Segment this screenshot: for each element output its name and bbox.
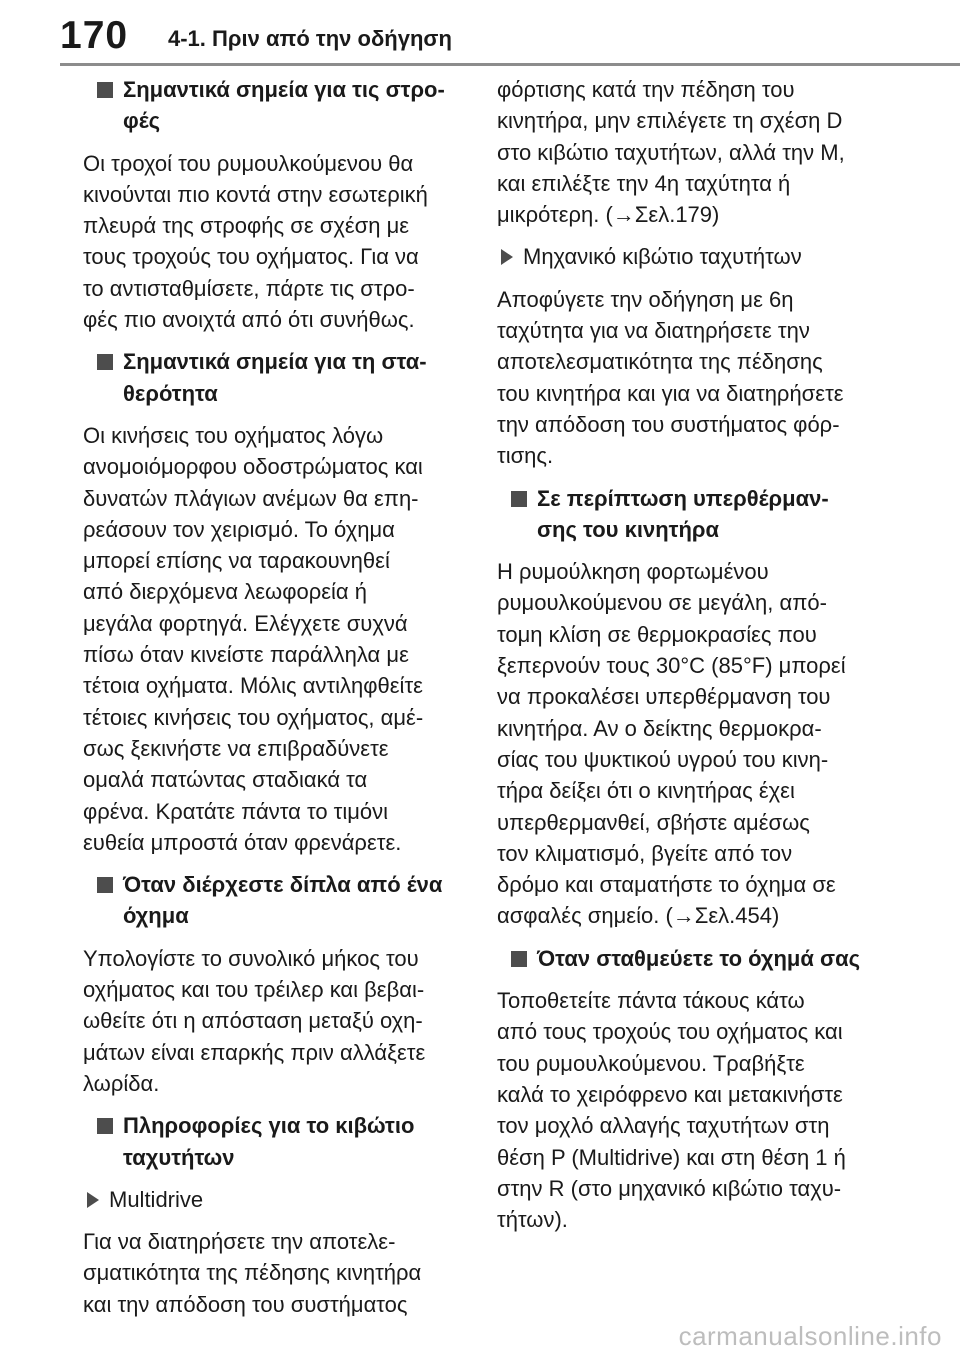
text-line: μάτων είναι επαρκής πριν αλλάξετε — [83, 1039, 426, 1065]
text-line: σίας του ψυκτικού υγρού του κινη- — [497, 746, 829, 772]
text-line: υπερθερμανθεί, σβήστε αμέσως — [497, 809, 810, 835]
heading-line: θερότητα — [123, 380, 218, 406]
square-bullet-icon — [97, 877, 113, 893]
heading-line: ταχυτήτων — [123, 1144, 235, 1170]
paragraph-parking — [497, 985, 873, 1235]
text-line: τήρα δείξει ότι ο κινητήρας έχει — [497, 778, 795, 804]
paragraph-overheating — [497, 556, 873, 932]
text-line: του κινητήρα και για να διατηρήσετε — [497, 380, 844, 406]
text-line: τους τροχούς του οχήματος. Για να — [83, 244, 419, 270]
text-line: τισης. — [497, 443, 554, 469]
section-heading-overheating — [497, 483, 873, 546]
text-line: ασφαλές σημείο. (→Σελ.454) — [497, 903, 780, 929]
text-line: μπορεί επίσης να ταρακουνηθεί — [83, 548, 390, 574]
text-line: από τους τροχούς του οχήματος και — [497, 1019, 843, 1045]
text-line: Η ρυμούλκηση φορτωμένου — [497, 559, 769, 585]
text-line: φές πιο ανοιχτά από ότι συνήθως. — [83, 307, 415, 333]
text-line: και την απόδοση του συστήματος — [83, 1291, 408, 1317]
chapter-title: 4-1. Πριν από την οδήγηση — [168, 26, 452, 51]
text-line: ρυμουλκούμενου σε μεγάλη, από- — [497, 590, 827, 616]
heading-line: Σε περίπτωση υπερθέρμαν- — [537, 485, 829, 511]
page-number: 170 — [60, 14, 129, 57]
paragraph-turns — [83, 148, 459, 336]
text-line: του ρυμουλκούμενου. Τραβήξτε — [497, 1050, 805, 1076]
right-column — [497, 74, 873, 1246]
text-line: από διερχόμενα λεωφορεία ή — [83, 579, 367, 605]
text-line: πίσω όταν κινείστε παράλληλα με — [83, 642, 409, 668]
text-line: δρόμο και σταματήστε το όχημα σε — [497, 872, 836, 898]
sub-heading-label: Μηχανικό κιβώτιο ταχυτήτων — [523, 244, 802, 270]
heading-line: Πληροφορίες για το κιβώτιο — [123, 1113, 415, 1139]
text-line: θέση P (Multidrive) και στη θέση 1 ή — [497, 1144, 846, 1170]
text-line: τον κλιματισμό, βγείτε από τον — [497, 840, 793, 866]
heading-line: Όταν διέρχεστε δίπλα από ένα — [123, 872, 443, 898]
text-line: ωθείτε ότι η απόσταση μεταξύ οχη- — [83, 1008, 423, 1034]
heading-line: Όταν σταθμεύετε το όχημά σας — [537, 945, 861, 971]
sub-heading-label: Multidrive — [109, 1186, 204, 1212]
triangle-bullet-icon — [87, 1192, 99, 1208]
text-line: στην R (στο μηχανικό κιβώτιο ταχυ- — [497, 1175, 842, 1201]
section-heading-stability — [83, 346, 459, 409]
text-line: Για να διατηρήσετε την αποτελε- — [83, 1229, 396, 1255]
text-line: Υπολογίστε το συνολικό μήκος του — [83, 945, 419, 971]
sub-heading-manual — [497, 241, 873, 272]
heading-line: φές — [123, 108, 161, 134]
sub-heading-multidrive — [83, 1184, 459, 1215]
page-header — [0, 0, 960, 62]
heading-line: σης του κινητήρα — [537, 516, 720, 542]
text-line: να προκαλέσει υπερθέρμανση του — [497, 684, 831, 710]
paragraph-multidrive — [83, 1226, 459, 1320]
paragraph-manual — [497, 284, 873, 472]
heading-line: όχημα — [123, 903, 189, 929]
text-line: τον μοχλό αλλαγής ταχυτήτων στη — [497, 1113, 830, 1139]
square-bullet-icon — [511, 951, 527, 967]
text-line: ταχύτητα για να διατηρήσετε την — [497, 318, 810, 344]
text-line: λωρίδα. — [83, 1070, 160, 1096]
text-line: την απόδοση του συστήματος φόρ- — [497, 411, 840, 437]
paragraph-stability — [83, 420, 459, 858]
text-line: τέτοιες κινήσεις του οχήματος, αμέ- — [83, 704, 424, 730]
text-line: ξεπερνούν τους 30°C (85°F) μπορεί — [497, 653, 846, 679]
text-line: μικρότερη. (→Σελ.179) — [497, 202, 720, 228]
text-line: αποτελεσματικότητα της πέδησης — [497, 349, 823, 375]
text-line: ρεάσουν τον χειρισμό. Το όχημα — [83, 516, 395, 542]
section-heading-transmission — [83, 1110, 459, 1173]
text-line: Οι τροχοί του ρυμουλκούμενου θα — [83, 150, 414, 176]
text-line: ομαλά πατώντας σταδιακά τα — [83, 767, 368, 793]
triangle-bullet-icon — [501, 249, 513, 265]
text-line: σματικότητα της πέδησης κινητήρα — [83, 1260, 422, 1286]
paragraph-multidrive-continued — [497, 74, 873, 230]
square-bullet-icon — [97, 82, 113, 98]
text-line: κινητήρα, μην επιλέγετε τη σχέση D — [497, 108, 843, 134]
section-heading-turns — [83, 74, 459, 137]
text-line: και επιλέξτε την 4η ταχύτητα ή — [497, 170, 791, 196]
text-line: οχήματος και του τρέιλερ και βεβαι- — [83, 977, 425, 1003]
heading-line: Σημαντικά σημεία για τη στα- — [123, 349, 427, 375]
text-line: μεγάλα φορτηγά. Ελέγχετε συχνά — [83, 610, 408, 636]
square-bullet-icon — [97, 1118, 113, 1134]
text-line: Αποφύγετε την οδήγηση με 6η — [497, 286, 794, 312]
section-heading-passing — [83, 869, 459, 932]
text-line: ευθεία μπροστά όταν φρενάρετε. — [83, 829, 402, 855]
header-divider — [60, 63, 960, 66]
text-line: Τοποθετείτε πάντα τάκους κάτω — [497, 988, 805, 1014]
text-line: τέτοια οχήματα. Μόλις αντιληφθείτε — [83, 673, 423, 699]
heading-line: Σημαντικά σημεία για τις στρο- — [123, 77, 445, 102]
paragraph-passing — [83, 943, 459, 1099]
text-line: το αντισταθμίσετε, πάρτε τις στρο- — [83, 275, 415, 301]
square-bullet-icon — [511, 491, 527, 507]
watermark: carmanualsonline.info — [678, 1321, 942, 1351]
square-bullet-icon — [97, 354, 113, 370]
text-line: φόρτισης κατά την πέδηση του — [497, 77, 795, 102]
left-column — [83, 74, 459, 1331]
text-line: ανομοιόμορφου οδοστρώματος και — [83, 454, 423, 480]
text-line: κινητήρα. Αν ο δείκτης θερμοκρα- — [497, 715, 822, 741]
text-line: στο κιβώτιο ταχυτήτων, αλλά την M, — [497, 139, 845, 165]
text-line: σως ξεκινήστε να επιβραδύνετε — [83, 735, 389, 761]
text-line: Οι κινήσεις του οχήματος λόγω — [83, 422, 384, 448]
text-line: κινούνται πιο κοντά στην εσωτερική — [83, 181, 428, 207]
section-heading-parking — [497, 943, 873, 974]
text-line: φρένα. Κρατάτε πάντα το τιμόνι — [83, 798, 389, 824]
text-line: τομη κλίση σε θερμοκρασίες που — [497, 621, 817, 647]
text-line: καλά το χειρόφρενο και μετακινήστε — [497, 1081, 843, 1107]
text-line: δυνατών πλάγιων ανέμων θα επη- — [83, 485, 419, 511]
text-line: τήτων). — [497, 1207, 568, 1233]
text-line: πλευρά της στροφής σε σχέση με — [83, 213, 410, 239]
